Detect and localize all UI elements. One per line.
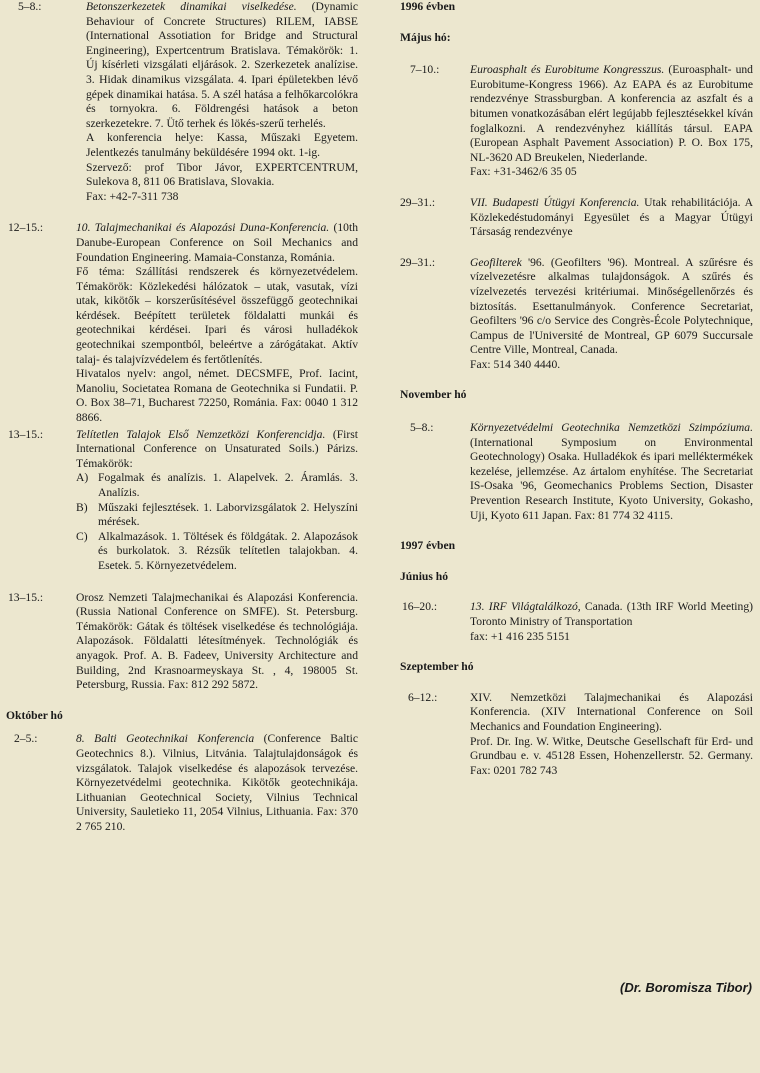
event-body: (10th Danube-European Conference on Soil Mechanics and Foundation Engineering. Mamaia-Constanza, Románia. <box>76 221 358 264</box>
list-marker: A) <box>76 471 89 485</box>
event-entry <box>6 732 358 834</box>
event-title: Geofilterek <box>470 255 522 269</box>
event-date: 7–10.: <box>410 63 440 77</box>
event-body: XIV. Nemzetközi Talajmechanikai és Alapozási Konferencia. (XIV International Conference on Soil Mechanics and Foundation Engineering). <box>470 690 753 733</box>
event-date: 2–5.: <box>14 732 38 746</box>
event-text <box>76 428 358 574</box>
event-text <box>470 63 753 180</box>
event-title: Környezetvédelmi Geotechnika Nemzetközi Szimpóziuma. <box>470 421 753 435</box>
event-contact: Hivatalos nyelv: angol, német. DECSMFE, Prof. Iacint, Manoliu, Societatea Romana de Geotechnika si Fundatii. P. O. Box 38–71, Bucharest 72250, Románia. Fax: 0040 1 312 8866. <box>76 367 358 425</box>
event-entry <box>6 591 358 693</box>
event-title: VII. Budapesti Útügyi Konferencia. <box>470 195 640 209</box>
event-entry <box>6 221 358 425</box>
event-body: (International Symposium on Environmental Geotechnology) Osaka. Hulladékok és ipari melléktermékek kezelése, jellemzése. Az ártalom enyhítése. The Secretariat IS-Osaka '96, Geomechanics Problems Section, Disaster Prevention Research Institute, Kyoto University, Gokasho, Uji, Kyoto 611 Japan. Fax: 81 774 32 4115. <box>470 435 753 522</box>
event-fax: Fax: 514 340 4440. <box>470 357 561 371</box>
event-organizer: Szervező: prof Tibor Jávor, EXPERTCENTRUM, Sulekova 8, 811 06 Bratislava, Slovakia. <box>86 160 358 189</box>
event-body: Canada. (13th IRF World Meeting) Toronto Ministry of Transportation <box>470 600 753 628</box>
event-date: 5–8.: <box>18 0 42 13</box>
event-text <box>470 421 753 523</box>
month-heading: Szeptember hó <box>400 660 474 674</box>
event-fax: fax: +1 416 235 5151 <box>470 629 570 643</box>
event-title: Euroasphalt és Eurobitume Kongresszus. <box>470 63 665 77</box>
event-entry <box>400 256 753 373</box>
event-body: Utak rehabilitációja. A Közlekedéstudományi Egyesület és a Magyar Útügyi Társaság rendezvénye <box>470 195 753 239</box>
event-location: A konferencia helye: Kassa, Műszaki Egyetem. Jelentkezés tanulmány beküldésére 1994 okt. 1-ig. <box>86 131 358 159</box>
event-entry <box>400 63 753 180</box>
event-date: 6–12.: <box>408 690 438 704</box>
list-item <box>76 471 358 500</box>
month-heading: November hó <box>400 388 467 402</box>
event-fax: Fax: +42-7-311 738 <box>86 189 179 203</box>
event-text <box>470 256 753 373</box>
event-text <box>86 0 358 204</box>
event-date: 5–8.: <box>410 421 434 435</box>
event-title: Telítetlen Talajok Első Nemzetközi Konferencidja. <box>76 427 326 441</box>
event-entry <box>400 421 753 523</box>
month-heading: Június hó <box>400 569 449 583</box>
event-entry <box>400 600 753 644</box>
event-date: 16–20.: <box>402 600 438 614</box>
right-column <box>400 0 753 795</box>
list-item <box>76 501 358 530</box>
event-body: (Conference Baltic Geotechnics 8.). Vilnius, Litvánia. Talajtulajdonságok és vizsgálatok. Talajok viselkedése és alapozások tervezése. Környezetvédelmi geotechnika. Kikötők geotechnikája. Lithuanian Geotechnical Society, Vilnius Technical University, Sauletieko 11, 2054 Vilnius, Lithuania. Fax: 370 2 765 210. <box>76 732 358 833</box>
list-text: Fogalmak és analízis. 1. Alapelvek. 2. Áramlás. 3. Analízis. <box>98 471 358 499</box>
event-title: Betonszerkezetek dinamikai viselkedése. <box>86 0 297 13</box>
event-topics: Fő téma: Szállítási rendszerek és környezetvédelem. Témakörök: Közlekedési hálózatok – utak, vasutak, vízi utak, kikötők – korszerűsítésével összefüggő geotechnikai kérdések. Beépített területek földalatti munkái és geotechnikai kérdései. Ipari és városi hulladékok geotechnikai szempontból, beleértve a zárógátakat. Aktív talaj- és talajvízvédelem és fertőtlenítés. <box>76 265 358 366</box>
list-text: Műszaki fejlesztések. 1. Laborvizsgálatok 2. Helyszíni mérések. <box>98 500 358 529</box>
event-title: 10. Talajmechanikai és Alapozási Duna-Konferencia. <box>76 221 330 235</box>
event-entry <box>400 196 753 240</box>
event-date: 12–15.: <box>8 221 44 235</box>
list-item <box>76 530 358 574</box>
event-text <box>76 591 358 693</box>
event-body: '96. (Geofilters '96). Montreal. A szűrésre és vízelvezetésre alkalmas tulajdonságok. A szűrés és vízelvezetés tervezési kritériumai. Minőségellenőrzés és biztosítás. Esettanulmányok. Conference Secretariat, Geofilters '96 c/o Service des Congrès-École Polytechnique, Campus de l'Université de Montreal, GP 6079 Succursale Centre Ville, Montreal, Canada. <box>470 255 753 357</box>
month-heading: Október hó <box>6 708 63 722</box>
event-text <box>470 600 753 644</box>
event-fax: Fax: +31-3462/6 35 05 <box>470 165 577 179</box>
month-heading: Május hó: <box>400 30 451 44</box>
list-marker: C) <box>76 529 88 543</box>
event-date: 13–15.: <box>8 590 44 604</box>
left-column <box>6 0 358 851</box>
event-entry <box>400 691 753 779</box>
event-body: (First International Conference on Unsaturated Soils.) Párizs. Témakörök: <box>76 427 358 470</box>
event-body: Orosz Nemzeti Talajmechanikai és Alapozási Konferencia. (Russia National Conference on SMFE). St. Petersburg. Témakörök: Gátak és töltések viselkedése és technológiája. Alapozások. Földalatti létesítmények. Technológiák és anyagok. Prof. A. B. Fadeev, University Architecture and Building, 2nd Krasnoarmeyskaya St. , 4, 198005 St. Petersburg, Russia. Fax: 812 292 5872. <box>76 590 358 692</box>
year-heading: 1996 évben <box>400 0 456 13</box>
event-date: 29–31.: <box>400 195 436 209</box>
author-signature: (Dr. Boromisza Tibor) <box>620 980 752 995</box>
event-text <box>470 691 753 779</box>
list-marker: B) <box>76 500 88 514</box>
year-heading: 1997 évben <box>400 539 456 553</box>
event-body: (Euroasphalt- und Eurobitume-Kongress 1966). Az EAPA és az Eurobitume rendezvénye Strassburgban. A konferencia az aszfalt és a bitumen vonatkozásában elért legújabb fejlesztésekkel kíván foglalkozni. A rendezvényhez kiállítás társul. EAPA (European Asphalt Pavement Association) P. O. Box 175, NL-3620 AD Breukelen, Niederlande. <box>470 63 753 164</box>
event-title: 13. IRF Világtalálkozó, <box>470 600 581 614</box>
event-date: 29–31.: <box>400 255 436 269</box>
event-date: 13–15.: <box>8 427 44 441</box>
event-text <box>76 221 358 425</box>
event-entry <box>6 428 358 574</box>
event-contact: Prof. Dr. Ing. W. Witke, Deutsche Gesellschaft für Erd- und Grundbau e. v. 45128 Essen, Hohenzellerstr. 52. Germany. Fax: 0201 782 743 <box>470 734 753 777</box>
event-entry <box>6 0 358 204</box>
event-text <box>470 196 753 240</box>
event-title: 8. Balti Geotechnikai Konferencia <box>76 732 255 746</box>
event-body: (Dynamic Behaviour of Concrete Structures) RILEM, IABSE (International Assotiation for Bridge and Structural Engineering), Expertcentrum Bratislava. Témakörök: 1. Új kísérleti vizsgálati eljárások. 2. Szerkezetek analízise. 3. Hidak dinamikus vizsgálata. 4. Ipari épületekben lévő gépek dinamikai hatása. 5. A szél hatása a felhőkarcolókra és tornyokra. 6. Földrengési hatások a beton szerkezetekre. 7. Ütő terhek és lökés-szerű terhelés. <box>86 0 358 130</box>
event-text <box>76 732 358 834</box>
list-text: Alkalmazások. 1. Töltések és földgátak. 2. Alapozások és burkolatok. 3. Rézsűk telítetlen talajokban. 4. Esetek. 5. Környezetvédelem. <box>98 529 358 572</box>
